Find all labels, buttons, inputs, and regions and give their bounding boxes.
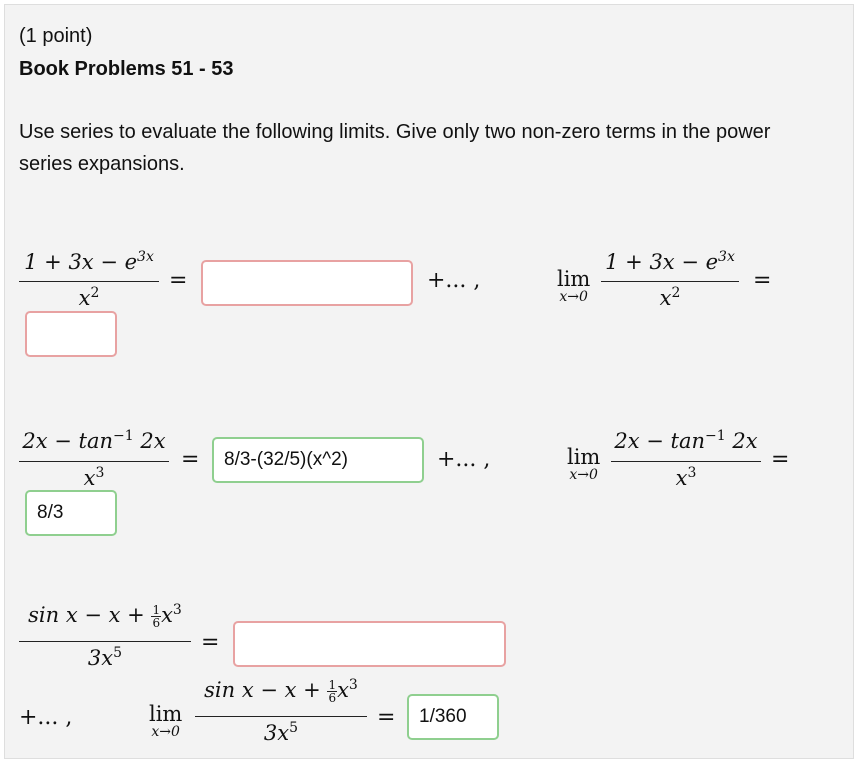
problem2-numerator: 2x − tan <box>22 429 114 453</box>
problem3-fraction: sin x − x + $\frac{1}{6}$ $x^3$ $3x^5$ <box>19 602 191 674</box>
problem3-denominator: 3x <box>87 646 114 670</box>
ellipsis: +... , <box>427 268 481 293</box>
problem-panel <box>4 4 854 759</box>
problem2-denominator: x <box>83 466 96 490</box>
problem2-lim: lim x→0 <box>567 445 601 483</box>
problem1-series-input[interactable] <box>201 260 413 306</box>
problem3-limit-input[interactable]: 1/360 <box>407 694 499 740</box>
problem1-limit-fraction: $1 + 3x - e^{3x}$ $x^2$ <box>601 249 739 319</box>
problem3-series-input[interactable] <box>233 621 506 667</box>
problem1-numerator: 1 + 3x − e <box>24 250 138 274</box>
equals-sign: = <box>753 268 772 293</box>
ellipsis: +... , <box>437 447 491 472</box>
problem2-fraction: $2x - \tan^{-1} 2x$ $x^3$ <box>19 428 169 498</box>
problem1-lim: lim x→0 <box>557 267 591 305</box>
problem3-limit-fraction: sin x − x + $\frac{1}{6}$ $x^3$ $3x^5$ <box>195 677 367 749</box>
equals-sign: = <box>181 447 200 472</box>
problem2-limit-fraction: $2x - \tan^{-1} 2x$ $x^3$ <box>611 428 761 498</box>
problem-title: Book Problems 51 - 53 <box>19 58 234 80</box>
problem2-limit-input[interactable]: 8/3 <box>25 490 117 536</box>
instructions-text: Use series to evaluate the following limits. Give only two non-zero terms in the power series expansions. <box>19 121 771 175</box>
equals-sign: = <box>201 630 220 655</box>
equals-sign: = <box>377 705 396 730</box>
problem1-fraction: $1 + 3x - e^{3x}$ $x^2$ <box>19 249 159 319</box>
equals-sign: = <box>771 447 790 472</box>
problem1-denominator: x <box>78 286 91 310</box>
problem1-limit-input[interactable] <box>25 311 117 357</box>
problem2-series-input[interactable]: 8/3-(32/5)(x^2) <box>212 437 424 483</box>
ellipsis: +... , <box>19 705 73 730</box>
problem3-numerator: sin x − x + <box>28 603 152 627</box>
equals-sign: = <box>169 268 188 293</box>
problem3-lim: lim x→0 <box>149 702 183 740</box>
points-label: (1 point) <box>19 25 93 47</box>
